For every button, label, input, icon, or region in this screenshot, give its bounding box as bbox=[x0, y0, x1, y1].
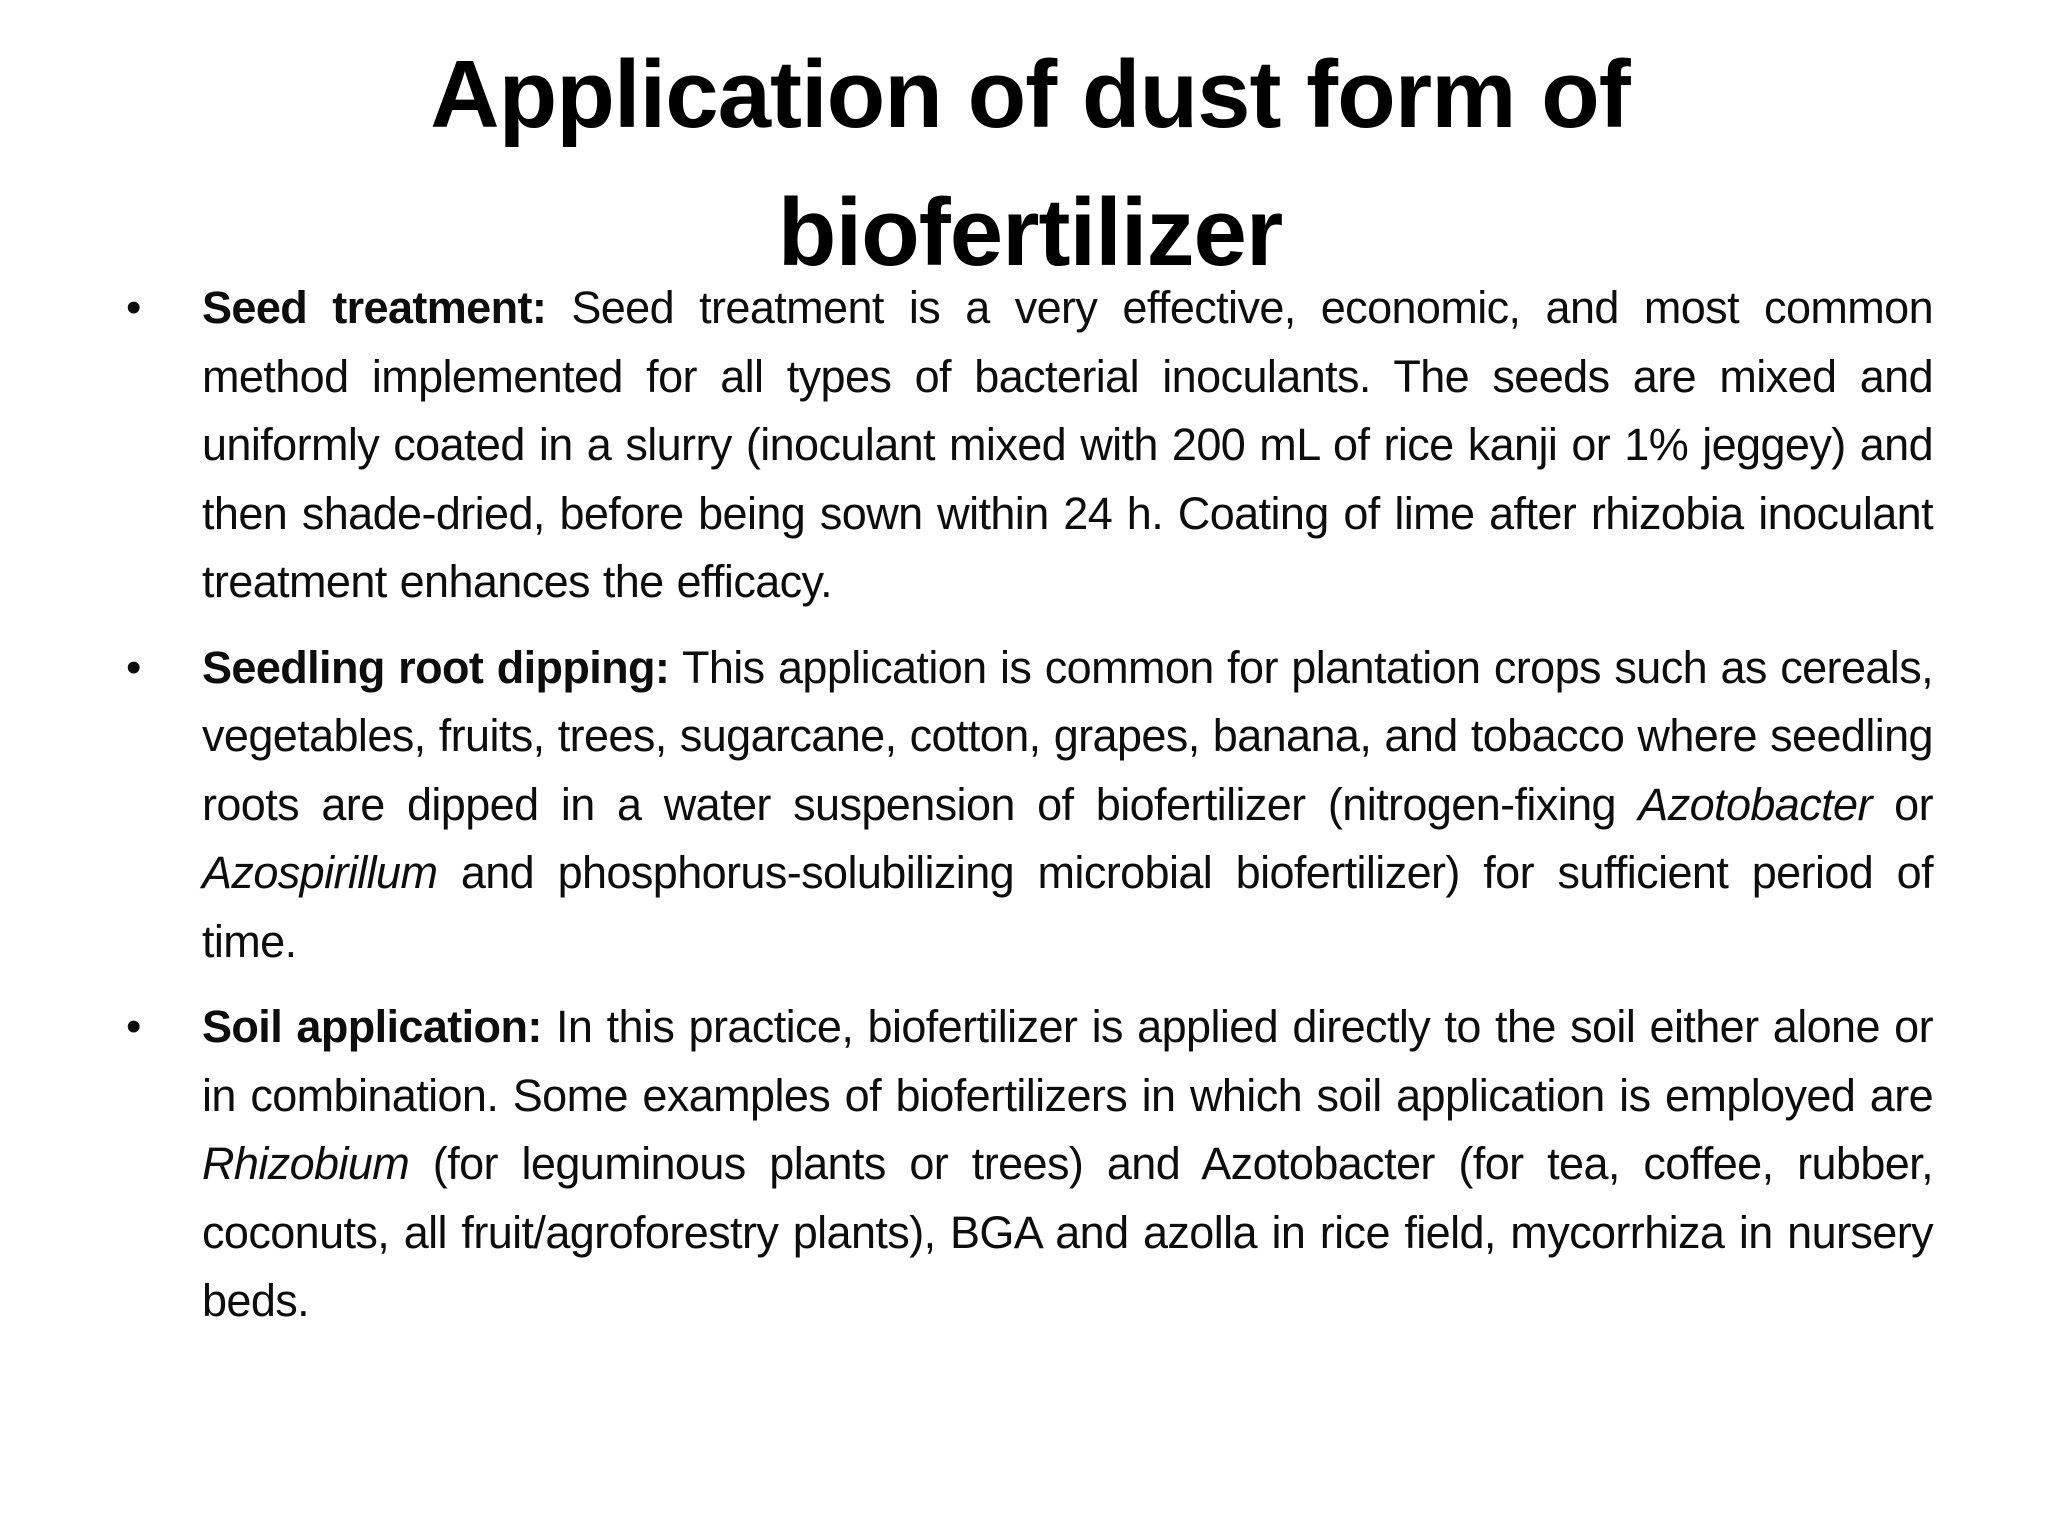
bullet-body: Seed treatment is a very effective, economic, and most common method implemented for all types of bacterial inoculants. The seeds are mixed and uniformly coated in a slurry (inoculant mixed with 200 mL of rice kanji or 1% jeggey) and then shade-dried, before being sown within 24 h. Coating of lime after rhizobia inoculant treatment enhances the efficacy. bbox=[202, 282, 1933, 607]
bullet-term: Seedling root dipping: bbox=[202, 641, 670, 693]
organism-name: Azospirillum bbox=[202, 847, 438, 898]
bullet-term: Seed treatment: bbox=[202, 282, 547, 333]
bullet-dot-icon: • bbox=[126, 1002, 142, 1051]
bullet-body: or bbox=[1871, 778, 1933, 830]
bullet-item-soil-application bbox=[118, 993, 1933, 1336]
bullet-body: and phosphorus-solubilizing microbial biofertilizer) for sufficient period of time. bbox=[202, 847, 1933, 967]
bullet-term: Soil application: bbox=[202, 1001, 542, 1052]
bullet-text bbox=[202, 993, 1933, 1336]
slide-title: Application of dust form of biofertilizer bbox=[430, 41, 1630, 286]
bullet-body: In this practice, biofertilizer is applied directly to the soil either alone or in combination. Some examples of biofertilizers in which soil application is employed are bbox=[202, 1001, 1933, 1121]
bullet-item-seed-treatment bbox=[118, 274, 1933, 617]
bullet-text bbox=[202, 634, 1933, 977]
bullet-text bbox=[202, 274, 1933, 617]
organism-name: Azotobacter bbox=[1638, 778, 1872, 830]
bullet-dot-icon: • bbox=[126, 642, 142, 692]
bullet-list bbox=[118, 274, 1933, 1353]
bullet-item-seedling-root-dipping bbox=[118, 634, 1933, 977]
bullet-body: This application is common for plantation crops such as cereals, vegetables, fruits, trees, sugarcane, cotton, grapes, banana, and tobacco where seedling roots are dipped in a water suspension of biofertilizer (nitrogen-fixing bbox=[202, 641, 1933, 830]
bullet-dot-icon: • bbox=[126, 283, 142, 332]
bullet-body: (for leguminous plants or trees) and Azotobacter (for tea, coffee, rubber, coconuts, all fruit/agroforestry plants), BGA and azolla in rice field, mycorrhiza in nursery beds. bbox=[202, 1138, 1933, 1326]
organism-name: Rhizobium bbox=[202, 1138, 410, 1189]
